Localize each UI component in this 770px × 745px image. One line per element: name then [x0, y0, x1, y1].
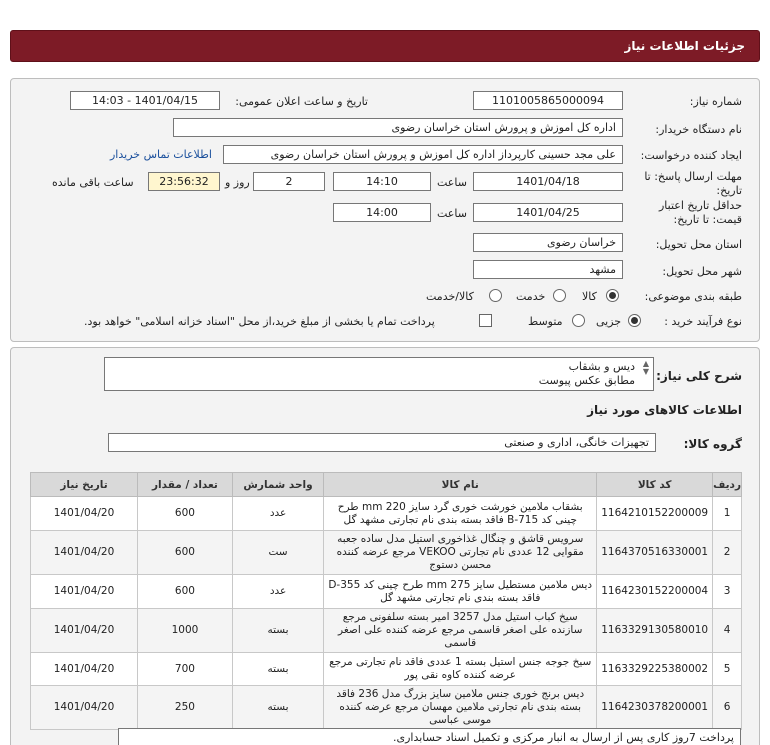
description-textarea[interactable] [104, 357, 654, 391]
cell-date: 1401/04/20 [31, 575, 138, 609]
cell-date: 1401/04/20 [31, 653, 138, 686]
treasury-payment-note: پرداخت تمام یا بخشی از مبلغ خرید،از محل "اسناد خزانه اسلامی" خواهد بود. [84, 315, 435, 328]
cell-date: 1401/04/20 [31, 686, 138, 730]
cell-name: سرویس قاشق و چنگال غذاخوری استیل مدل ساده جعبه مقوایی 12 عددی نام تجارتی VEKOO مرجع عرضه کننده محسن دستوج [324, 531, 597, 575]
category-option-goods: کالا [582, 290, 597, 303]
cell-row: 4 [713, 609, 742, 653]
remaining-time-label: ساعت باقی مانده [52, 176, 134, 189]
items-table-header [31, 473, 742, 497]
col-header-code: کد کالا [597, 473, 713, 497]
cell-unit: ست [232, 531, 323, 575]
cell-code: 1164210152200009 [597, 497, 713, 531]
description-line-1: دیس و بشقاب [568, 360, 635, 373]
cell-unit: بسته [232, 609, 323, 653]
page-header [10, 30, 760, 62]
cell-qty: 1000 [138, 609, 233, 653]
cell-row: 6 [713, 686, 742, 730]
category-option-goods-service: کالا/خدمت [426, 290, 474, 303]
cell-name: بشقاب ملامین خورشت خوری گرد سایز mm 220 طرح چینی کد B-715 فاقد بسته بندی نام تجارتی مشهد گل [324, 497, 597, 531]
process-radio-minor[interactable] [628, 314, 641, 327]
buyer-field[interactable]: اداره کل اموزش و پرورش استان خراسان رضوی [173, 118, 623, 137]
validity-time-field[interactable]: 14:00 [333, 203, 431, 222]
process-option-medium: متوسط [528, 315, 563, 328]
cell-name: دیس برنج خوری جنس ملامین سایز بزرگ مدل 236 فاقد بسته بندی نام تجارتی ملامین مهسان مرجع عرضه کننده موسی عباسی [324, 686, 597, 730]
goods-group-label: گروه کالا: [683, 437, 742, 451]
deadline-days-field[interactable]: 2 [253, 172, 325, 191]
cell-qty: 600 [138, 531, 233, 575]
deadline-time-label: ساعت [437, 176, 467, 189]
table-row [31, 609, 742, 653]
col-header-name: نام کالا [324, 473, 597, 497]
table-row [31, 531, 742, 575]
cell-code: 1164370516330001 [597, 531, 713, 575]
deadline-days-label: روز و [225, 176, 250, 189]
cell-date: 1401/04/20 [31, 609, 138, 653]
cell-code: 1164230378200001 [597, 686, 713, 730]
goods-info-title: اطلاعات کالاهای مورد نیاز [587, 403, 742, 417]
cell-qty: 600 [138, 575, 233, 609]
cell-row: 2 [713, 531, 742, 575]
validity-date-field[interactable]: 1401/04/25 [473, 203, 623, 222]
deadline-date-field[interactable]: 1401/04/18 [473, 172, 623, 191]
city-field[interactable]: مشهد [473, 260, 623, 279]
process-radio-medium[interactable] [572, 314, 585, 327]
buyer-notes-field[interactable]: پرداخت 7روز کاری پس از ارسال به انبار مرکزی و تکمیل اسناد حسابداری. [118, 728, 741, 745]
deadline-time-field[interactable]: 14:10 [333, 172, 431, 191]
cell-unit: عدد [232, 497, 323, 531]
goods-group-field[interactable]: تجهیزات خانگی، اداری و صنعتی [108, 433, 656, 452]
table-row [31, 575, 742, 609]
category-option-service: خدمت [516, 290, 546, 303]
page-title: جزئیات اطلاعات نیاز [624, 39, 745, 53]
province-field[interactable]: خراسان رضوی [473, 233, 623, 252]
announce-date-label: تاریخ و ساعت اعلان عمومی: [235, 95, 368, 108]
cell-name: دیس ملامین مستطیل سایز mm 275 طرح چینی کد D-355 فاقد بسته بندی نام تجارتی مشهد گل [324, 575, 597, 609]
cell-row: 3 [713, 575, 742, 609]
cell-name: سیخ کباب استیل مدل 3257 امیر بسته سلفونی مرجع سازنده علی اصغر قاسمی مرجع عرضه کننده علی اصغر قاسمی [324, 609, 597, 653]
items-table [30, 472, 742, 730]
validity-time-label: ساعت [437, 207, 467, 220]
col-header-row: ردیف [713, 473, 742, 497]
process-option-minor: جزیی [596, 315, 622, 328]
need-number-field[interactable]: 1101005865000094 [473, 91, 623, 110]
table-row [31, 686, 742, 730]
table-row [31, 497, 742, 531]
description-line-2: مطابق عکس پیوست [538, 374, 635, 387]
col-header-unit: واحد شمارش [232, 473, 323, 497]
city-label: شهر محل تحویل: [662, 265, 742, 278]
category-radio-service[interactable] [553, 289, 566, 302]
cell-qty: 600 [138, 497, 233, 531]
description-label: شرح کلی نیاز: [656, 369, 742, 383]
col-header-date: تاریخ نیاز [31, 473, 138, 497]
cell-row: 1 [713, 497, 742, 531]
cell-unit: بسته [232, 653, 323, 686]
resize-grip-icon[interactable]: ▲ ▼ [642, 359, 649, 376]
cell-date: 1401/04/20 [31, 531, 138, 575]
cell-qty: 700 [138, 653, 233, 686]
col-header-qty: تعداد / مقدار [138, 473, 233, 497]
cell-unit: عدد [232, 575, 323, 609]
need-number-label: شماره نیاز: [689, 95, 742, 108]
creator-field[interactable]: علی مجد حسینی کارپرداز اداره کل اموزش و پرورش استان خراسان رضوی [223, 145, 623, 164]
category-label: طبقه بندی موضوعی: [644, 290, 742, 303]
treasury-payment-checkbox[interactable] [479, 314, 492, 327]
validity-label-1: حداقل تاریخ اعتبار [658, 199, 742, 212]
buyer-label: نام دستگاه خریدار: [655, 123, 742, 136]
cell-date: 1401/04/20 [31, 497, 138, 531]
cell-name: سیخ جوجه جنس استیل بسته 1 عددی فاقد نام تجارتی مرجع عرضه کننده کاوه نقی پور [324, 653, 597, 686]
buyer-contact-link[interactable]: اطلاعات تماس خریدار [110, 148, 212, 161]
table-row [31, 653, 742, 686]
category-radio-goods[interactable] [606, 289, 619, 302]
process-label: نوع فرآیند خرید : [664, 315, 742, 328]
category-radio-goods-service[interactable] [489, 289, 502, 302]
cell-qty: 250 [138, 686, 233, 730]
cell-row: 5 [713, 653, 742, 686]
cell-code: 1164230152200004 [597, 575, 713, 609]
deadline-label-2: تاریخ: [716, 184, 742, 197]
cell-code: 1163329225380002 [597, 653, 713, 686]
validity-label-2: قیمت: تا تاریخ: [673, 213, 742, 226]
deadline-label-1: مهلت ارسال پاسخ: تا [644, 170, 742, 183]
creator-label: ایجاد کننده درخواست: [640, 149, 742, 162]
remaining-time-field: 23:56:32 [148, 172, 220, 191]
cell-unit: بسته [232, 686, 323, 730]
announce-date-field[interactable]: 1401/04/15 - 14:03 [70, 91, 220, 110]
province-label: استان محل تحویل: [655, 238, 742, 251]
cell-code: 1163329130580010 [597, 609, 713, 653]
